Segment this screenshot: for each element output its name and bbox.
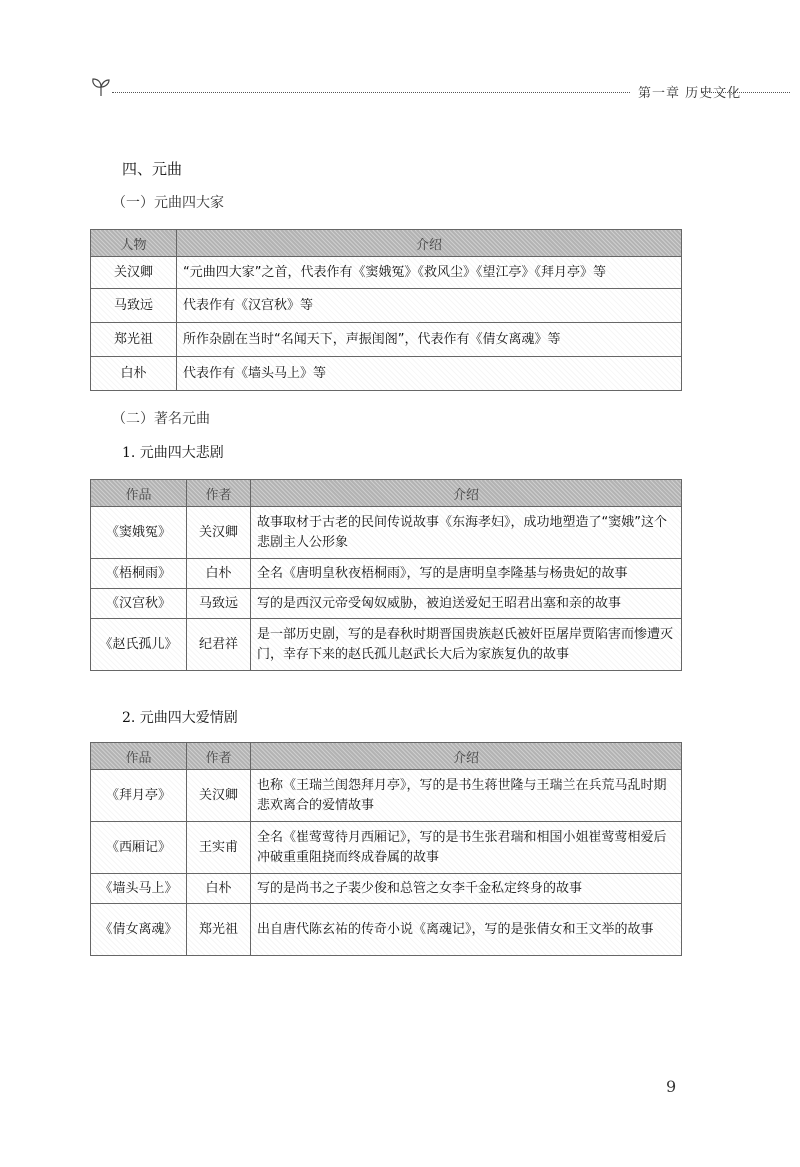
intro-cell: “元曲四大家”之首，代表作有《窦娥冤》《救风尘》《望江亭》《拜月亭》等: [177, 257, 682, 289]
column-header: 人物: [91, 230, 177, 257]
intro-cell: 全名《唐明皇秋夜梧桐雨》，写的是唐明皇李隆基与杨贵妃的故事: [251, 559, 682, 589]
column-header: 作品: [91, 743, 187, 770]
intro-cell: 代表作有《墙头马上》等: [177, 357, 682, 391]
column-header: 介绍: [251, 743, 682, 770]
work-cell: 《拜月亭》: [91, 770, 187, 822]
section-title: 四、元曲: [122, 160, 183, 178]
author-cell: 王实甫: [187, 822, 251, 874]
intro-cell: 也称《王瑞兰闺怨拜月亭》，写的是书生蒋世隆与王瑞兰在兵荒马乱时期悲欢离合的爱情故事: [251, 770, 682, 822]
table-row: [91, 507, 682, 559]
table-row: [91, 619, 682, 671]
work-cell: 《窦娥冤》: [91, 507, 187, 559]
author-cell: 白朴: [187, 874, 251, 904]
table-row: [91, 904, 682, 956]
tragedy-table: [90, 479, 682, 671]
table-row: [91, 323, 682, 357]
table-header-row: [91, 743, 682, 770]
intro-cell: 全名《崔莺莺待月西厢记》，写的是书生张君瑞和相国小姐崔莺莺相爱后冲破重重阻挠而终成眷属的故事: [251, 822, 682, 874]
love-table: [90, 742, 682, 956]
column-header: 作者: [187, 480, 251, 507]
subsection-title-masters: （一）元曲四大家: [112, 195, 224, 211]
table-row: [91, 257, 682, 289]
author-cell: 白朴: [187, 559, 251, 589]
table-header-row: [91, 480, 682, 507]
page-header: [90, 76, 790, 106]
work-cell: 《汉宫秋》: [91, 589, 187, 619]
table-row: [91, 357, 682, 391]
column-header: 介绍: [177, 230, 682, 257]
author-cell: 纪君祥: [187, 619, 251, 671]
header-rule-right: [702, 92, 790, 93]
table-row: [91, 770, 682, 822]
intro-cell: 是一部历史剧，写的是春秋时期晋国贵族赵氏被奸臣屠岸贾陷害而惨遭灭门，幸存下来的赵氏孤儿赵武长大后为家族复仇的故事: [251, 619, 682, 671]
table-row: [91, 874, 682, 904]
column-header: 作者: [187, 743, 251, 770]
masters-table: [90, 229, 682, 391]
author-cell: 关汉卿: [187, 507, 251, 559]
intro-cell: 写的是尚书之子裴少俊和总管之女李千金私定终身的故事: [251, 874, 682, 904]
person-cell: 关汉卿: [91, 257, 177, 289]
work-cell: 《梧桐雨》: [91, 559, 187, 589]
column-header: 介绍: [251, 480, 682, 507]
intro-cell: 出自唐代陈玄祐的传奇小说《离魂记》，写的是张倩女和王文举的故事: [251, 904, 682, 956]
work-cell: 《墙头马上》: [91, 874, 187, 904]
page-number: 9: [666, 1077, 677, 1096]
chapter-title: 第一章 历史文化: [638, 86, 742, 101]
table-row: [91, 559, 682, 589]
work-cell: 《倩女离魂》: [91, 904, 187, 956]
subsection-title-famous: （二）著名元曲: [112, 411, 210, 427]
intro-cell: 写的是西汉元帝受匈奴威胁，被迫送爱妃王昭君出塞和亲的故事: [251, 589, 682, 619]
table-row: [91, 289, 682, 323]
leaf-icon: [90, 76, 112, 98]
table-row: [91, 589, 682, 619]
intro-cell: 代表作有《汉宫秋》等: [177, 289, 682, 323]
work-cell: 《赵氏孤儿》: [91, 619, 187, 671]
person-cell: 白朴: [91, 357, 177, 391]
column-header: 作品: [91, 480, 187, 507]
table-row: [91, 822, 682, 874]
table-header-row: [91, 230, 682, 257]
intro-cell: 故事取材于古老的民间传说故事《东海孝妇》，成功地塑造了“窦娥”这个悲剧主人公形象: [251, 507, 682, 559]
author-cell: 郑光祖: [187, 904, 251, 956]
love-title: 2. 元曲四大爱情剧: [122, 710, 238, 726]
work-cell: 《西厢记》: [91, 822, 187, 874]
author-cell: 马致远: [187, 589, 251, 619]
author-cell: 关汉卿: [187, 770, 251, 822]
intro-cell: 所作杂剧在当时“名闻天下，声振闺阁”，代表作有《倩女离魂》等: [177, 323, 682, 357]
header-rule-left: [112, 92, 630, 93]
person-cell: 郑光祖: [91, 323, 177, 357]
person-cell: 马致远: [91, 289, 177, 323]
tragedy-title: 1. 元曲四大悲剧: [122, 445, 224, 461]
